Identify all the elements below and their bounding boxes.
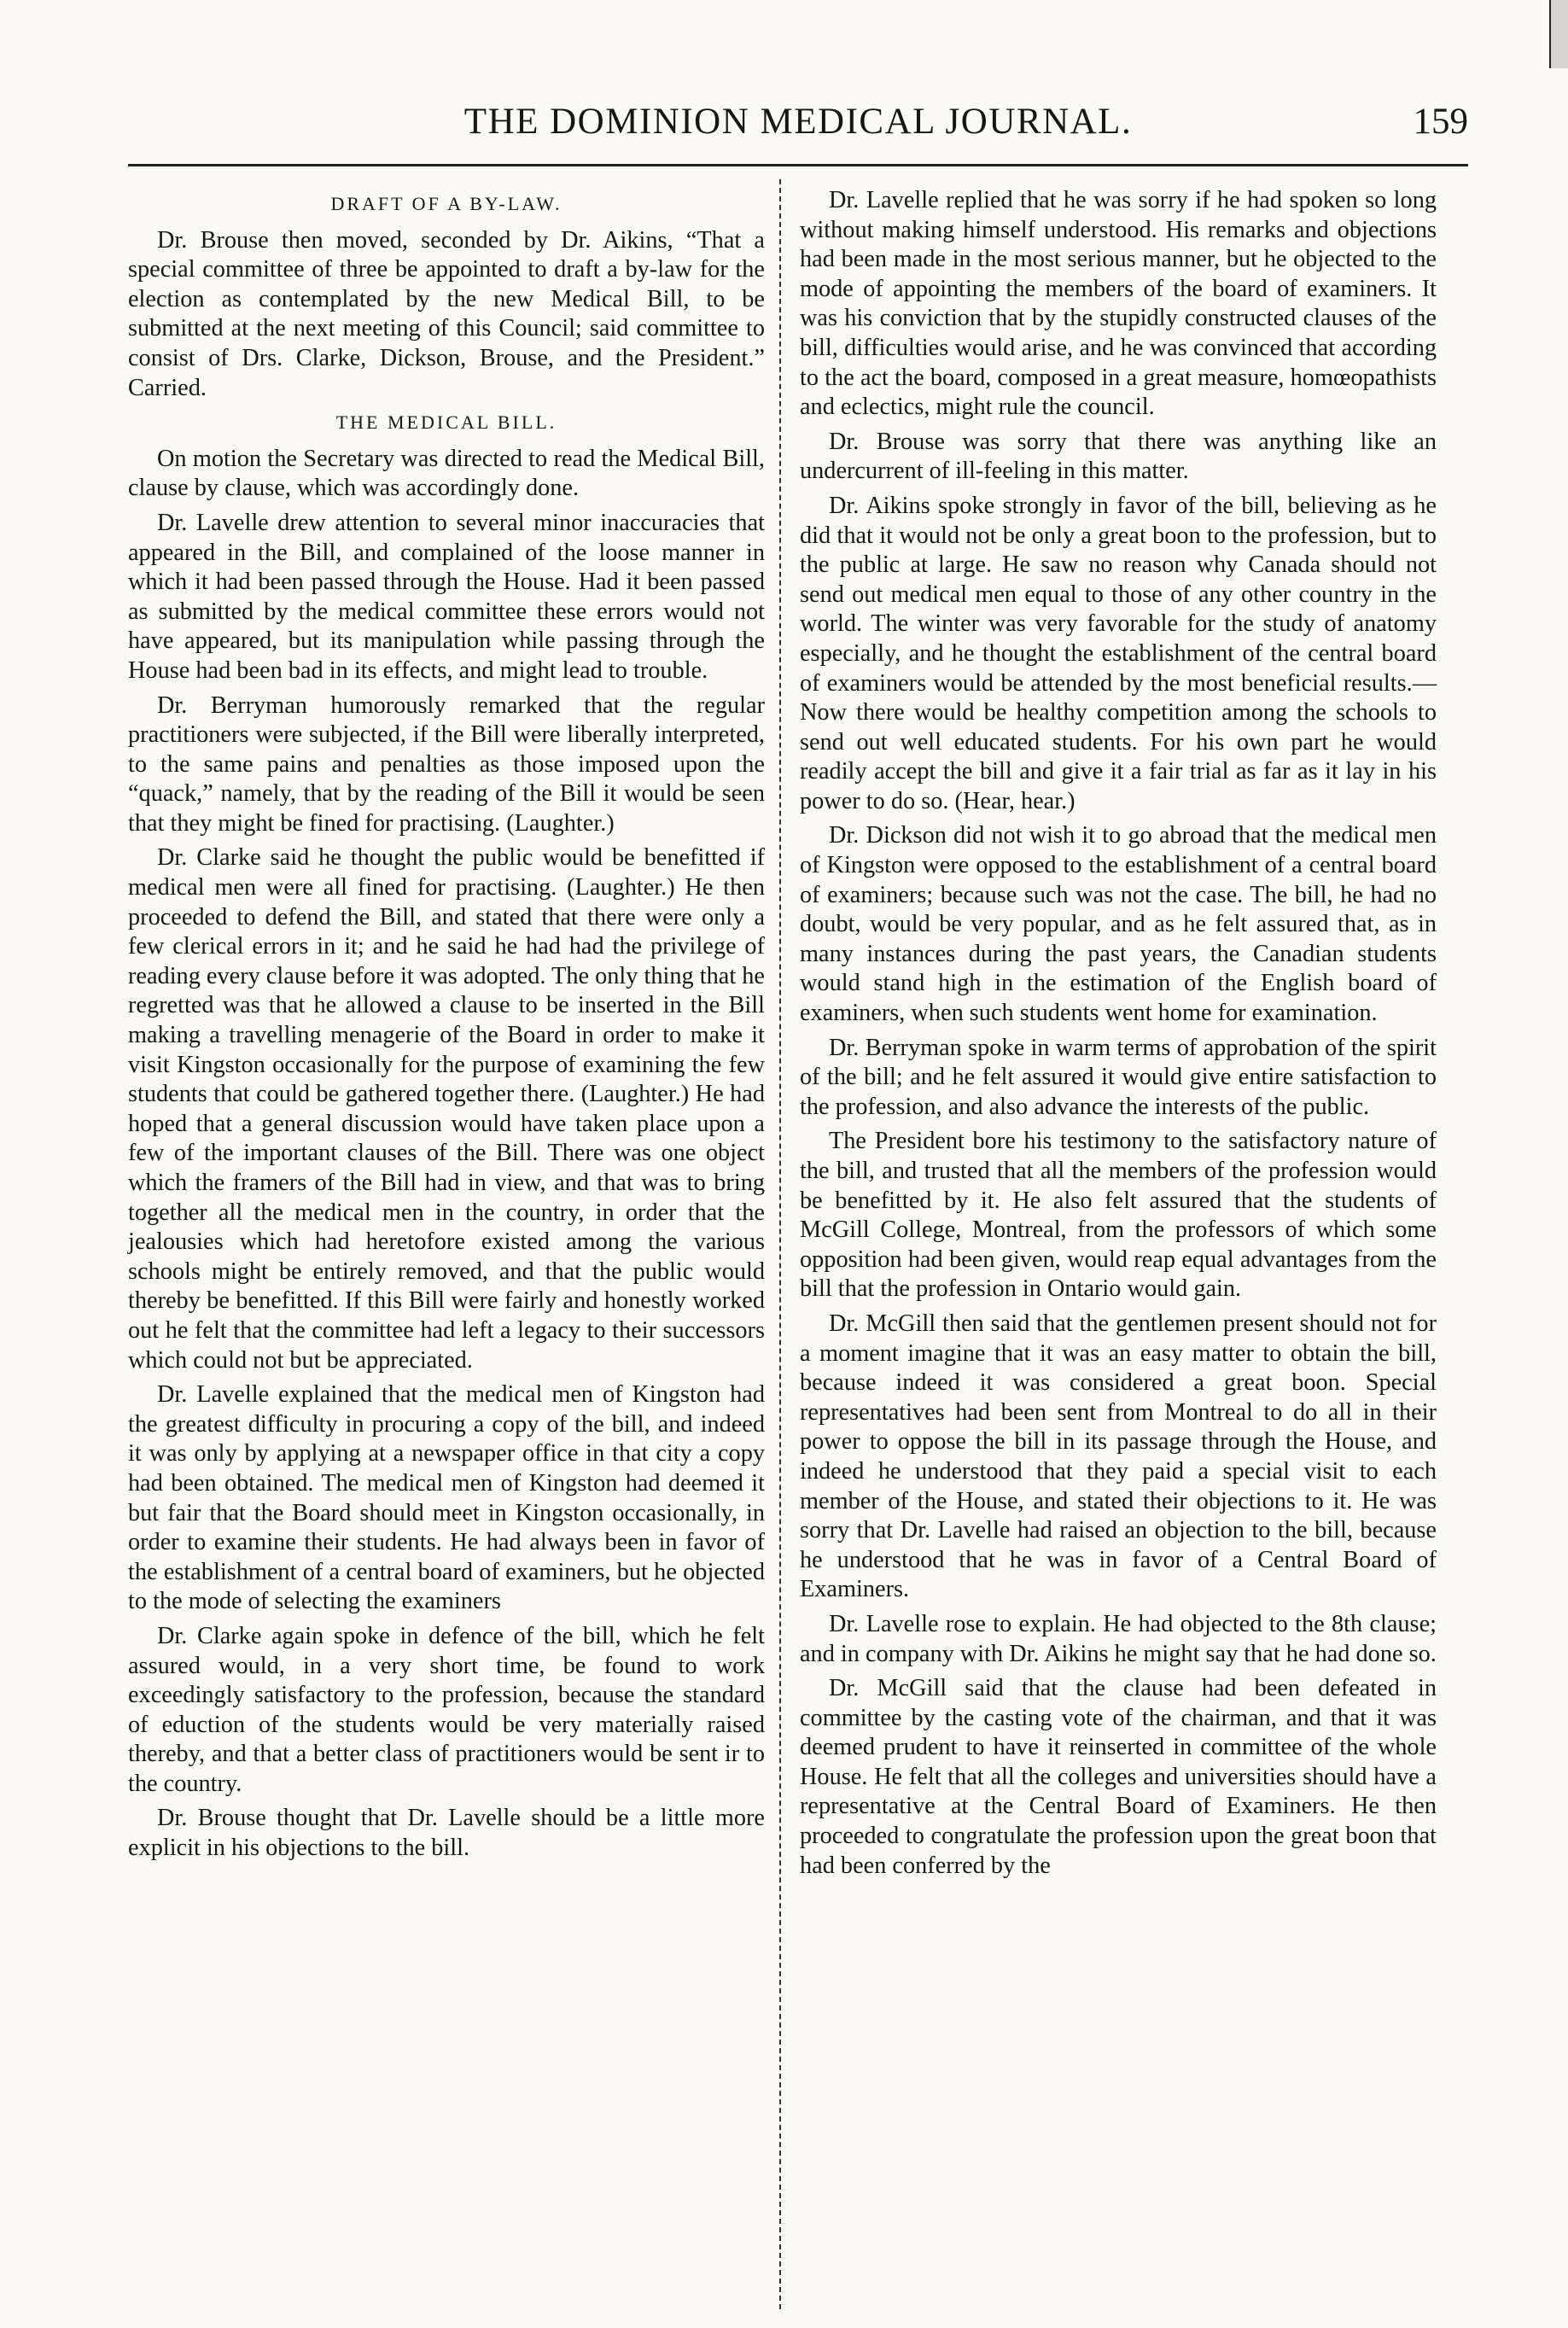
paragraph: Dr. Clarke again spoke in defence of the bill, which he felt assured would, in a very short time, be found to work exceedingly satisfactory to the profession, because the standard of eduction of the students would be very materially raised thereby, and that a better class of practitioners would be sent ir to the country. [128,1622,765,1797]
right-column [800,186,1437,1886]
paragraph: Dr. Lavelle explained that the medical men of Kingston had the greatest difficulty in procuring a copy of the bill, and indeed it was only by applying at a newspaper office in that city a copy had been obtained. The medical men of Kingston had deemed it but fair that the Board should meet in Kingston occasionally, in order to examine their students. He had always been in favor of the establishment of a central board of examiners, but he objected to the mode of selecting the examiners [128,1381,765,1615]
header-rule [128,164,1468,166]
paragraph: Dr. Lavelle rose to explain. He had objected to the 8th clause; and in company with Dr. Aikins he might say that he had done so. [800,1610,1437,1667]
left-column [128,186,765,1869]
paragraph: Dr. Berryman spoke in warm terms of approbation of the spirit of the bill; and he felt assured it would give entire satisfaction to the profession, and also advance the interests of the public. [800,1034,1437,1120]
paragraph: The President bore his testimony to the satisfactory nature of the bill, and trusted that all the members of the profession would be benefitted by it. He also felt assured that the students of McGill College, Montreal, from the professors of which some opposition had been given, would reap equal advantages from the bill that the profession in Ontario would gain. [800,1128,1437,1303]
paragraph: Dr. McGill said that the clause had been defeated in committee by the casting vote of the chairman, and that it was deemed prudent to have it reinserted in committee of the whole House. He felt that all the colleges and universities should have a representative at the Central Board of Examiners. He then proceeded to congratulate the profession upon the great boon that had been conferred by the [800,1675,1437,1879]
paragraph: Dr. Lavelle replied that he was sorry if he had spoken so long without making himself understood. His remarks and objections had been made in the most serious manner, but he objected to the mode of appointing the members of the board of examiners. It was his conviction that by the stupidly constructed clauses of the bill, difficulties would arise, and he was convinced that according to the act the board, composed in a great measure, homœopathists and eclectics, might rule the council. [800,187,1437,421]
page-header [128,101,1468,152]
paragraph: Dr. Berryman humorously remarked that the regular practitioners were subjected, if the Bill were liberally interpreted, to the same pains and penalties as those imposed upon the “quack,” namely, that by the reading of the Bill it would be seen that they might be fined for practising. (Laughter.) [128,691,765,837]
section-heading-by-law: DRAFT OF A BY-LAW. [330,193,562,214]
running-title: THE DOMINION MEDICAL JOURNAL. [463,102,1133,142]
paragraph: Dr. Brouse was sorry that there was anything like an undercurrent of ill-feeling in this matter. [800,428,1437,485]
paragraph: Dr. Aikins spoke strongly in favor of the bill, believing as he did that it would not be only a great boon to the profession, but to the public at large. He saw no reason why Canada should not send out medical men equal to those of any other country in the world. The winter was very favorable for the study of anatomy especially, and he thought the establishment of the central board of examiners would be attended by the most beneficial results.—Now there would be healthy competition among the schools to send out well educated students. For his own part he would readily accept the bill and give it a fair trial as far as it lay in his power to do so. (Hear, hear.) [800,492,1437,814]
paragraph: Dr. Lavelle drew attention to several minor inaccuracies that appeared in the Bill, and complained of the loose manner in which it had been passed through the House. Had it been passed as submitted by the medical committee these errors would not have appeared, but its manipulation while passing through the House had been bad in its effects, and might lead to trouble. [128,509,765,684]
section-heading-medical-bill: THE MEDICAL BILL. [335,411,557,434]
page-number: 159 [1413,102,1468,142]
paragraph: On motion the Secretary was directed to read the Medical Bill, clause by clause, which was accordingly done. [128,445,765,502]
paragraph: Dr. Brouse thought that Dr. Lavelle should be a little more explicit in his objections to the bill. [128,1805,765,1862]
paragraph: Dr. Dickson did not wish it to go abroad that the medical men of Kingston were opposed to the establishment of a central board of examiners; because such was not the case. The bill, he had no doubt, would be very popular, and as he felt assured that, as in many instances during the past years, the Canadian students would stand high in the estimation of the English board of examiners, when such students went home for examination. [800,822,1437,1027]
paragraph: Dr. Brouse then moved, seconded by Dr. Aikins, “That a special committee of three be appointed to draft a by-law for the election as contemplated by the new Medical Bill, to be submitted at the next meeting of this Council; said committee to consist of Drs. Clarke, Dickson, Brouse, and the President.” Carried. [128,226,765,401]
paragraph: Dr. McGill then said that the gentlemen present should not for a moment imagine that it was an easy matter to obtain the bill, because indeed it was considered a great boon. Special representatives had been sent from Montreal to do all in their power to oppose the bill in its passage through the House, and indeed he understood that they paid a special visit to each member of the House, and stated their objections to it. He was sorry that Dr. Lavelle had raised an objection to the bill, because he understood that he was in favor of a Central Board of Examiners. [800,1310,1437,1603]
column-divider [779,179,781,2309]
paragraph: Dr. Clarke said he thought the public would be benefitted if medical men were all fined for practising. (Laughter.) He then proceeded to defend the Bill, and stated that there were only a few clerical errors in it; and he said he had had the privilege of reading every clause before it was adopted. The only thing that he regretted was that he allowed a clause to be inserted in the Bill making a travelling menagerie of the Board in order to make it visit Kingston occasionally for the purpose of examining the few students that could be gathered together there. (Laughter.) He had hoped that a general discussion would have taken place upon a few of the important clauses of the Bill. There was one object which the framers of the Bill had in view, and that was to bring together all the medical men in the country, in order that the jealousies which had heretofore existed among the various schools might be entirely removed, and that the public would thereby be benefitted. If this Bill were fairly and honestly worked out he felt that the committee had left a legacy to their successors which could not but be appreciated. [128,844,765,1374]
page-edge-mark [1549,0,1568,68]
